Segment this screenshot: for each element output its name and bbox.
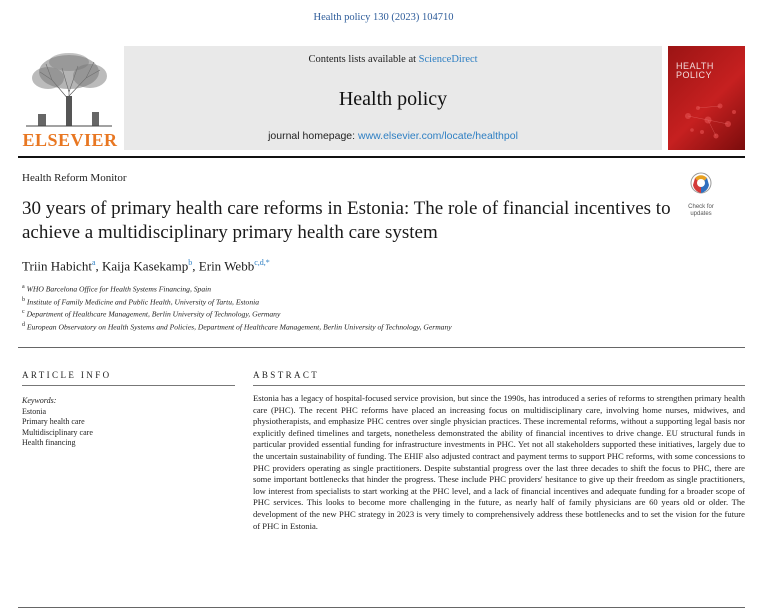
abstract-rule <box>253 385 745 386</box>
affiliation-text: Department of Healthcare Management, Berlin University of Technology, Germany <box>24 309 281 319</box>
section-label: Health Reform Monitor <box>22 172 127 184</box>
homepage-link[interactable]: www.elsevier.com/locate/healthpol <box>357 130 518 142</box>
keywords-list <box>22 407 235 449</box>
abstract-heading: ABSTRACT <box>253 370 320 380</box>
front-matter-divider <box>18 347 745 348</box>
affiliation-item <box>22 307 742 320</box>
keywords-label: Keywords: <box>22 396 57 405</box>
cover-title-line2: POLICY <box>676 70 713 80</box>
affiliation-marker: b <box>22 296 25 303</box>
keywords-block <box>22 396 235 449</box>
crossmark-badge[interactable] <box>681 172 721 216</box>
author-name[interactable]: Triin Habicht <box>22 258 92 274</box>
cover-pattern-icon <box>668 86 745 150</box>
journal-cover-image[interactable] <box>668 46 745 150</box>
cover-title-line1: HEALTH <box>676 61 714 71</box>
homepage-prefix: journal homepage: <box>268 130 358 142</box>
keyword-item[interactable]: Primary health care <box>22 417 85 426</box>
affiliation-marker: a <box>22 284 25 290</box>
contents-prefix: Contents lists available at <box>308 54 419 65</box>
author-affiliation-marker[interactable]: a <box>91 258 96 267</box>
abstract-text: Estonia has a legacy of hospital-focused service provision, but since the 1990s, has introduced a series of reforms to strengthen primary health care (PHC). The recent PHC reforms have placed an increasing focus on multidisciplinary care, involving home nurses, midwives, and physiotherapists, and emphasize PHC centres over single physician practices. These incremental reforms, without a supporting legal basis nor explicitly defined timelines and targets, nonetheless demonstrated the ability of financial incentives to drive change. EU structural funds in particular provided essential funding for infrastructure investments in PHC. Yet not all stakeholders supported these initiatives, largely due to the uncertain sustainability of funding. The EHIF also adjusted contract and payment terms to support PHC reforms, with some concessions to PHC providers operating as single practitioners. Despite substantial progress over the last three decades to shift the focus to PHC, there are some important bottlenecks that hinder the progress. These include PHC providers' hesitance to give up their freedom as single practitioners, low interest from specialists to start working at the PHC level, and a lack of financial incentives and adequate funding for a broader scope of PHC services. This looks to become more challenging in the future, as nearly half of family physicians are 60 years old or older. The development of the new PHC strategy in 2023 is very timely to comprehensively address these bottlenecks and to set the vision for the future of PHC in Estonia. <box>253 393 745 531</box>
affiliation-marker: d <box>22 321 25 328</box>
contents-line <box>124 54 662 65</box>
journal-name: Health policy <box>338 88 448 110</box>
journal-info-box <box>124 46 662 150</box>
journal-banner <box>18 46 745 150</box>
author-separator: , <box>192 258 199 274</box>
author-name[interactable]: Kaija Kasekamp <box>102 258 189 274</box>
header-divider <box>18 156 745 158</box>
author-affiliation-marker[interactable]: b <box>188 258 193 267</box>
author-affiliation-marker[interactable]: c,d,* <box>254 258 270 267</box>
author-name[interactable]: Erin Webb <box>198 258 255 274</box>
affiliation-text: European Observatory on Health Systems and Policies, Department of Healthcare Management, Berlin University of Technology, Germany <box>25 322 452 332</box>
journal-reference[interactable]: Health policy 130 (2023) 104710 <box>313 12 454 23</box>
affiliations-list <box>22 282 742 332</box>
cover-title <box>676 62 714 80</box>
affiliation-item <box>22 320 742 333</box>
crossmark-label <box>681 204 721 218</box>
author-separator: , <box>95 258 103 274</box>
crossmark-icon <box>689 172 713 198</box>
keyword-item[interactable]: Multidisciplinary care <box>22 427 93 437</box>
elsevier-wordmark: ELSEVIER <box>22 130 118 150</box>
keyword-item[interactable]: Health financing <box>22 438 76 447</box>
elsevier-tree-icon <box>22 50 116 128</box>
article-title: 30 years of primary health care reforms in Estonia: The role of financial incentives to achieve a multidisciplinary primary health care system <box>22 198 671 243</box>
affiliation-text: WHO Barcelona Office for Health Systems Financing, Spain <box>24 284 212 294</box>
affiliation-marker: c <box>22 309 25 316</box>
keyword-item[interactable]: Estonia <box>22 406 46 416</box>
bottom-divider <box>18 607 745 608</box>
article-info-heading: ARTICLE INFO <box>22 370 112 380</box>
author-list <box>22 258 270 274</box>
crossmark-label-line1: Check for <box>688 204 714 210</box>
homepage-line <box>124 130 662 142</box>
affiliation-text: Institute of Family Medicine and Public Health, University of Tartu, Estonia <box>25 297 260 307</box>
crossmark-label-line2: updates <box>690 211 712 217</box>
sciencedirect-link[interactable]: ScienceDirect <box>418 54 478 65</box>
affiliation-item <box>22 295 742 308</box>
publisher-logo[interactable] <box>18 46 122 150</box>
affiliation-item <box>22 282 742 295</box>
article-info-rule <box>22 385 235 386</box>
